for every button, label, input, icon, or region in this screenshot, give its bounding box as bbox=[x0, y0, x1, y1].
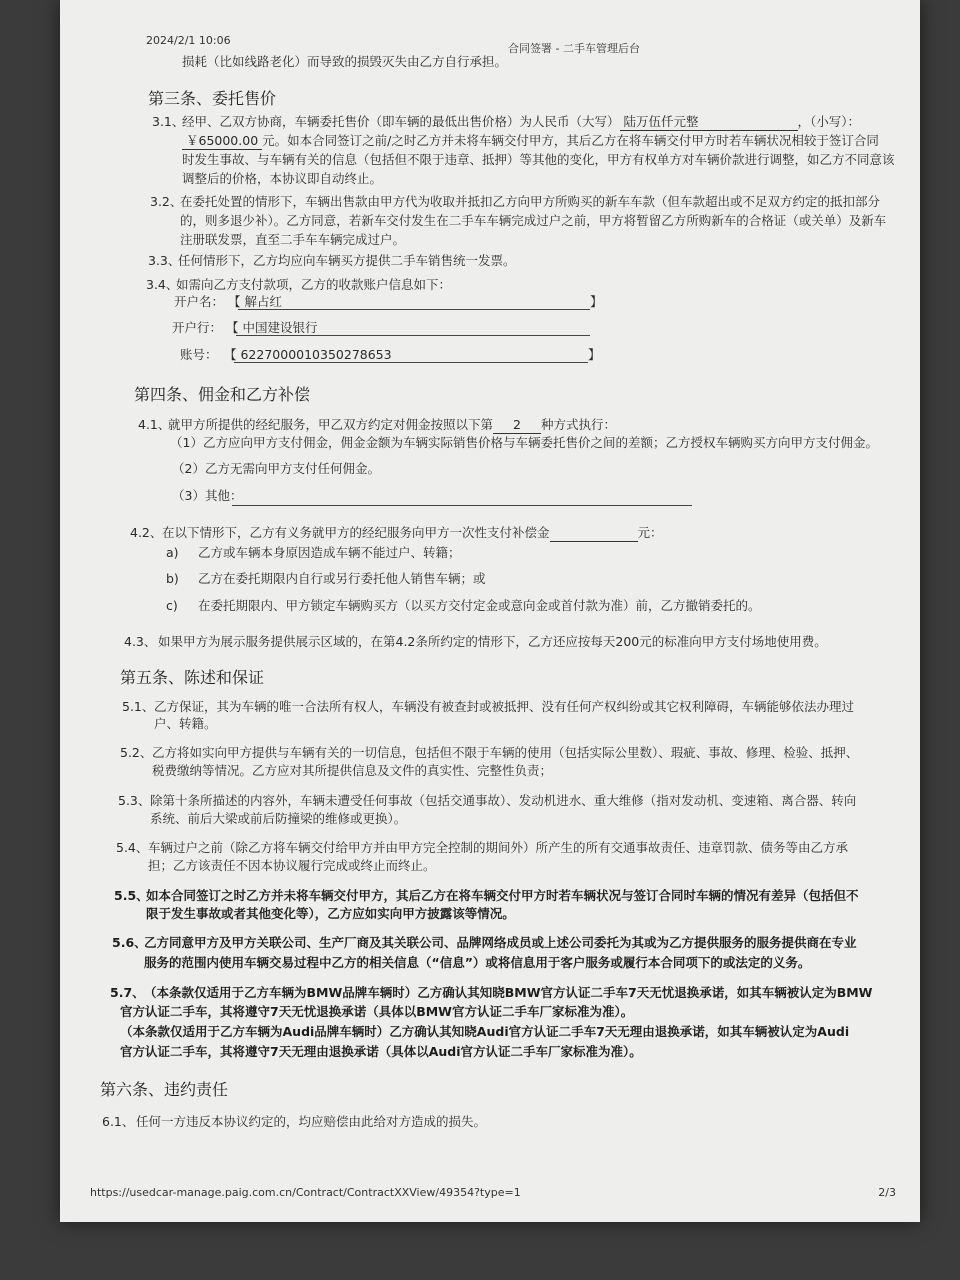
clause-5-5-num: 5.5、 bbox=[114, 888, 149, 903]
account-number-underline bbox=[234, 361, 588, 363]
clause-5-5-line1: 如本合同签订之时乙方并未将车辆交付甲方，其后乙方在将车辆交付甲方时若车辆状况与签订合同时车辆的情况有差异（包括但不 bbox=[146, 888, 859, 903]
section2-tail: 损耗（比如线路老化）而导致的损毁灭失由乙方自行承担。 bbox=[182, 54, 508, 69]
clause-4-3-num: 4.3、 bbox=[124, 634, 157, 649]
clause-3-2-num: 3.2、 bbox=[150, 194, 183, 209]
clause-5-4-line2: 担；乙方该责任不因本协议履行完成或终止而终止。 bbox=[148, 858, 436, 873]
clause-4-1-text: 就甲方所提供的经纪服务，甲乙双方约定对佣金按照以下第 2 种方式执行： bbox=[168, 417, 617, 432]
clause-5-2-num: 5.2、 bbox=[120, 745, 153, 760]
account-name-label: 开户名： bbox=[174, 294, 225, 309]
print-page-title: 合同签署 - 二手车管理后台 bbox=[508, 42, 640, 55]
clause-3-1-num: 3.1、 bbox=[152, 114, 185, 129]
clause-5-4-num: 5.4、 bbox=[116, 840, 149, 855]
clause-5-7-line1: （本条款仅适用于乙方车辆为BMW品牌车辆时）乙方确认其知晓BMW官方认证二手车7天无忧退换承诺，如其车辆被认定为BMW bbox=[144, 985, 873, 1000]
clause-3-4-num: 3.4、 bbox=[146, 277, 179, 292]
bank-label: 开户行： bbox=[172, 320, 223, 335]
clause-4-2-c: 在委托期限内、甲方锁定车辆购买方（以买方交付定金或意向金或首付款为准）前，乙方撤销委托的。 bbox=[198, 598, 761, 613]
clause-4-2-b-mark: b) bbox=[166, 571, 179, 586]
clause-3-4-text: 如需向乙方支付款项，乙方的收款账户信息如下： bbox=[176, 277, 452, 292]
clause-5-2-line1: 乙方将如实向甲方提供与车辆有关的一切信息，包括但不限于车辆的使用（包括实际公里数）、瑕疵、事故、修理、检验、抵押、 bbox=[152, 745, 859, 760]
clause-5-1-line2: 户、转籍。 bbox=[154, 716, 217, 731]
commission-option-3: （3）其他： bbox=[172, 488, 243, 503]
account-number-label: 账号： bbox=[180, 347, 218, 362]
clause-3-3-num: 3.3、 bbox=[148, 253, 181, 268]
account-number-value: 【 6227000010350278653 bbox=[224, 347, 392, 362]
commission-other-underline bbox=[232, 504, 692, 506]
clause-4-2-c-mark: c) bbox=[166, 598, 178, 613]
clause-5-6-line1: 乙方同意甲方及甲方关联公司、生产厂商及其关联公司、品牌网络成员或上述公司委托为其或为乙方提供服务的服务提供商在专业 bbox=[144, 935, 857, 950]
bank-value: 【 中国建设银行 bbox=[226, 320, 318, 335]
clause-5-3-line2: 系统、前后大梁或前后防撞梁的维修或更换）。 bbox=[150, 811, 407, 826]
contract-page bbox=[60, 0, 920, 1222]
clause-4-1-num: 4.1、 bbox=[138, 417, 171, 432]
clause-3-1-line2: ￥65000.00 元。如本合同签订之前/之时乙方并未将车辆交付甲方，其后乙方在将车辆交付甲方时若车辆状况相较于签订合同 bbox=[182, 131, 879, 150]
commission-option-choice: 2 bbox=[493, 417, 541, 434]
account-number-close: 】 bbox=[588, 347, 601, 362]
clause-5-6-num: 5.6、 bbox=[112, 935, 147, 950]
print-datetime: 2024/2/1 10:06 bbox=[146, 34, 231, 47]
section4-title: 第四条、佣金和乙方补偿 bbox=[134, 385, 311, 404]
clause-5-4-line1: 车辆过户之前（除乙方将车辆交付给甲方并由甲方完全控制的期间外）所产生的所有交通事故责任、违章罚款、债务等由乙方承 bbox=[148, 840, 849, 855]
bank-underline bbox=[236, 334, 590, 336]
clause-5-3-line1: 除第十条所描述的内容外，车辆未遭受任何事故（包括交通事故）、发动机进水、重大维修（指对发动机、变速箱、离合器、转向 bbox=[150, 793, 857, 808]
commission-option-2: （2）乙方无需向甲方支付任何佣金。 bbox=[172, 461, 380, 476]
clause-6-1-text: 任何一方违反本协议约定的，均应赔偿由此给对方造成的损失。 bbox=[136, 1114, 487, 1129]
clause-4-2-text: 在以下情形下，乙方有义务就甲方的经纪服务向甲方一次性支付补偿金 元： bbox=[162, 525, 663, 540]
clause-4-2-b: 乙方在委托期限内自行或另行委托他人销售车辆；或 bbox=[198, 571, 486, 586]
clause-3-3-text: 任何情形下，乙方均应向车辆买方提供二手车销售统一发票。 bbox=[178, 253, 516, 268]
clause-5-1-num: 5.1、 bbox=[122, 699, 155, 714]
price-in-words: 陆万伍仟元整 bbox=[620, 114, 798, 131]
commission-option-1: （1）乙方应向甲方支付佣金，佣金金额为车辆实际销售价格与车辆委托售价之间的差额；乙方授权车辆购买方向甲方支付佣金。 bbox=[170, 435, 878, 450]
clause-4-2-a: 乙方或车辆本身原因造成车辆不能过户、转籍； bbox=[198, 545, 461, 560]
clause-5-7-line3: （本条款仅适用于乙方车辆为Audi品牌车辆时）乙方确认其知晓Audi官方认证二手车7天无理由退换承诺，如其车辆被认定为Audi bbox=[120, 1024, 850, 1039]
page-number: 2/3 bbox=[878, 1186, 896, 1199]
compensation-amount bbox=[550, 525, 638, 542]
clause-5-2-line2: 税费缴纳等情况。乙方应对其所提供信息及文件的真实性、完整性负责； bbox=[152, 763, 553, 778]
account-name-close: 】 bbox=[590, 294, 603, 309]
clause-3-1-line4: 调整后的价格，本协议即自动终止。 bbox=[182, 171, 383, 186]
clause-6-1-num: 6.1、 bbox=[102, 1114, 135, 1129]
clause-5-6-line2: 服务的范围内使用车辆交易过程中乙方的相关信息（“信息”）或将信息用于客户服务或履行本合同项下的或法定的义务。 bbox=[144, 955, 811, 970]
clause-5-1-line1: 乙方保证，其为车辆的唯一合法所有权人，车辆没有被查封或被抵押、没有任何产权纠纷或其它权利障碍，车辆能够依法办理过 bbox=[154, 699, 855, 714]
clause-3-2-line2: 的，则多退少补）。乙方同意，若新车交付发生在二手车车辆完成过户之前，甲方将暂留乙方所购新车的合格证（或关单）及新车 bbox=[180, 213, 887, 228]
price-in-numbers: ￥65000.00 bbox=[182, 133, 262, 150]
clause-5-7-num: 5.7、 bbox=[110, 985, 145, 1000]
section3-title: 第三条、委托售价 bbox=[148, 89, 277, 108]
clause-3-1-line1: 经甲、乙双方协商，车辆委托售价（即车辆的最低出售价格）为人民币（大写） 陆万伍仟元整 ，（小写）： bbox=[182, 114, 861, 129]
clause-3-1-line3: 时发生事故、与车辆有关的信息（包括但不限于违章、抵押）等其他的变化，甲方有权单方对车辆价款进行调整，如乙方不同意该 bbox=[182, 152, 895, 167]
section5-title: 第五条、陈述和保证 bbox=[120, 668, 265, 687]
clause-5-7-line4: 官方认证二手车，其将遵守7天无理由退换承诺（具体以Audi官方认证二手车厂家标准为准）。 bbox=[120, 1044, 642, 1059]
clause-5-3-num: 5.3、 bbox=[118, 793, 151, 808]
clause-3-2-line3: 注册联发票，直至二手车车辆完成过户。 bbox=[180, 232, 406, 247]
clause-5-7-line2: 官方认证二手车，其将遵守7天无忧退换承诺（具体以BMW官方认证二手车厂家标准为准）。 bbox=[120, 1004, 634, 1019]
clause-5-5-line2: 限于发生事故或者其他变化等），乙方应如实向甲方披露该等情况。 bbox=[146, 906, 515, 921]
clause-4-2-num: 4.2、 bbox=[130, 525, 163, 540]
clause-3-2-line1: 在委托处置的情形下，车辆出售款由甲方代为收取并抵扣乙方向甲方所购买的新车车款（但车款超出或不足双方约定的抵扣部分 bbox=[180, 194, 881, 209]
clause-4-2-a-mark: a) bbox=[166, 545, 179, 560]
print-url: https://usedcar-manage.paig.com.cn/Contract/ContractXXView/49354?type=1 bbox=[90, 1186, 521, 1199]
section6-title: 第六条、违约责任 bbox=[100, 1080, 229, 1099]
clause-4-3-text: 如果甲方为展示服务提供展示区域的，在第4.2条所约定的情形下，乙方还应按每天200元的标准向甲方支付场地使用费。 bbox=[158, 634, 827, 649]
account-name-underline bbox=[238, 308, 590, 310]
account-name-value: 【 解占红 bbox=[228, 294, 282, 309]
